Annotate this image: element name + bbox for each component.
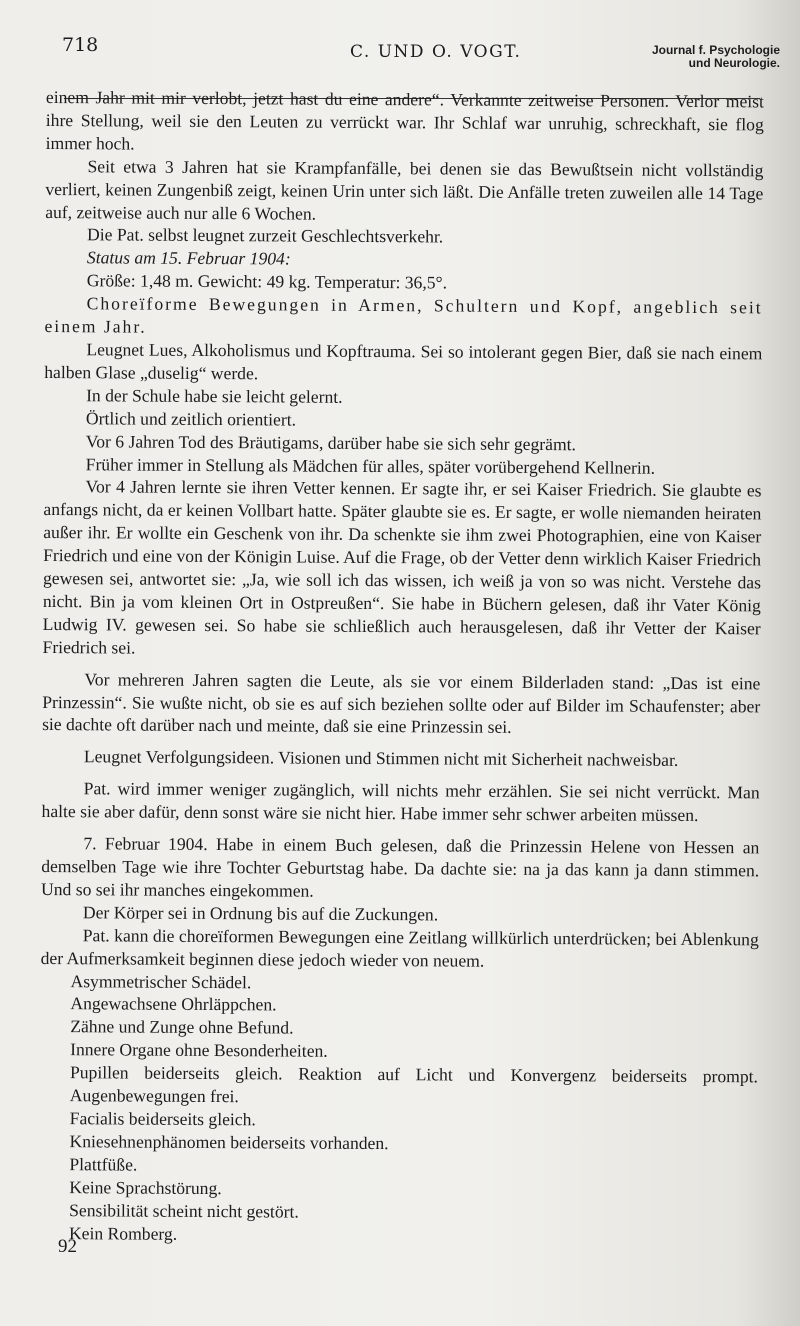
finding-item: Zähne und Zunge ohne Befund. [70, 1016, 294, 1038]
finding-item: Pupillen beiderseits gleich. Reaktion auf Licht und Konvergenz beiderseits prompt. Augenbewegungen frei. [69, 1062, 759, 1107]
paragraph: Früher immer in Stellung als Mädchen für alles, später vorübergehend Kellnerin. [85, 453, 656, 478]
finding-item: Angewachsene Ohrläppchen. [70, 993, 277, 1015]
paragraph: einem Jahr mit mir verlobt, jetzt hast du eine andere“. Verkannte zeitweise Personen. Verlor meist ihre Stellung, weil sie den Leuten zu verrückt war. Ihr Schlaf war unruhig, schreckhaft, sie flog immer hoch. [45, 86, 764, 154]
page-header [0, 28, 800, 78]
body-text [39, 86, 764, 1249]
paragraph: Vor mehreren Jahren sagten die Leute, als sie vor einem Bilderladen stand: „Das ist eine Prinzessin“. Sie wußte nicht, ob sie es auf sich beziehen sollte oder auf Bilder im Schaufenster; aber sie dachte oft darüber nach und meinte, daß sie eine Prinzessin sei. [42, 668, 761, 738]
status-heading: Status am 15. Februar 1904: [86, 247, 291, 269]
paragraph: Choreïforme Bewegungen in Armen, Schultern und Kopf, angeblich seit einem Jahr. [44, 293, 763, 337]
paragraph: Pat. kann die choreïformen Bewegungen eine Zeitlang willkürlich unterdrücken; bei Ablenkung der Aufmerksamkeit beginnen diese jedoch wieder von neuem. [40, 924, 759, 971]
paragraph: Größe: 1,48 m. Gewicht: 49 kg. Temperatur: 36,5°. [86, 270, 448, 293]
finding-item: Asymmetrischer Schädel. [70, 970, 252, 992]
finding-item: Kein Romberg. [68, 1222, 178, 1244]
finding-item: Sensibilität scheint nicht gestört. [69, 1199, 299, 1222]
running-head: C. UND O. VOGT. [350, 42, 522, 62]
journal-title [652, 44, 780, 70]
paragraph: In der Schule habe sie leicht gelernt. [86, 385, 343, 407]
paragraph: Pat. wird immer weniger zugänglich, will nichts mehr erzählen. Sie sei nicht verrückt. Man halte sie aber dafür, denn sonst wäre sie nicht hier. Habe immer sehr schwer arbeiten müssen. [41, 778, 760, 826]
paragraph: Vor 6 Jahren Tod des Bräutigams, darüber habe sie sich sehr gegrämt. [85, 430, 577, 454]
paragraph: Leugnet Lues, Alkoholismus und Kopftrauma. Sei so intolerant gegen Bier, daß sie nach einem halben Glase „duselig“ werde. [44, 339, 763, 384]
paragraph: Vor 4 Jahren lernte sie ihren Vetter kennen. Er sagte ihr, er sei Kaiser Friedrich. Sie glaubte es anfangs nicht, da er keinen Vollbart hatte. Später glaubte sie es. Er sagte, er wolle niemanden heiraten außer ihr. Er wollte ein Geschenk von ihr. Da schenkte sie ihm zwei Photographien, eine von Kaiser Friedrich und eine von der Königin Luise. Auf die Frage, ob der Vetter denn wirklich Kaiser Friedrich gewesen sei, antwortet sie: „Ja, wie soll ich das wissen, ich weiß ja von so was nicht. Verstehe das nicht. Bin ja vom kleinen Ort in Ostpreußen“. Sie habe in Büchern gelesen, daß ihr Vater König Ludwig IV. gewesen sei. So habe sie schließlich auch herausgelesen, daß ihr Vetter der Kaiser Friedrich sei. [42, 476, 762, 658]
paragraph: Die Pat. selbst leugnet zurzeit Geschlechtsverkehr. [87, 224, 444, 247]
finding-item: Kniesehnenphänomen beiderseits vorhanden. [69, 1131, 389, 1153]
findings-list [39, 970, 759, 1249]
signature-mark: 92 [58, 1236, 77, 1257]
journal-title-line-2: und Neurologie. [688, 56, 780, 70]
page-number: 718 [62, 34, 99, 56]
paragraph: 7. Februar 1904. Habe in einem Buch gelesen, daß die Prinzessin Helene von Hessen an demselben Tage wie ihre Tochter Geburtstag habe. Da dachte sie: na ja das kann ja dann stimmen. Und so sei ihr manches eingekommen. [41, 833, 760, 901]
finding-item: Plattfüße. [69, 1153, 138, 1175]
finding-item: Keine Sprachstörung. [69, 1176, 222, 1198]
paragraph: Leugnet Verfolgungsideen. Visionen und Stimmen nicht mit Sicherheit nachweisbar. [83, 746, 679, 771]
paragraph: Seit etwa 3 Jahren hat sie Krampfanfälle, bei denen sie das Bewußtsein nicht vollständig verliert, keinen Zungenbiß zeigt, keinen Urin unter sich läßt. Die Anfälle treten zuweilen alle 14 Tage auf, zeitweise auch nur alle 6 Wochen. [45, 155, 764, 224]
journal-title-line-1: Journal f. Psychologie [651, 43, 780, 57]
finding-item: Innere Organe ohne Besonderheiten. [70, 1039, 328, 1061]
finding-item: Facialis beiderseits gleich. [69, 1108, 256, 1130]
paragraph: Der Körper sei in Ordnung bis auf die Zuckungen. [82, 902, 439, 925]
paragraph: Örtlich und zeitlich orientiert. [85, 407, 297, 430]
